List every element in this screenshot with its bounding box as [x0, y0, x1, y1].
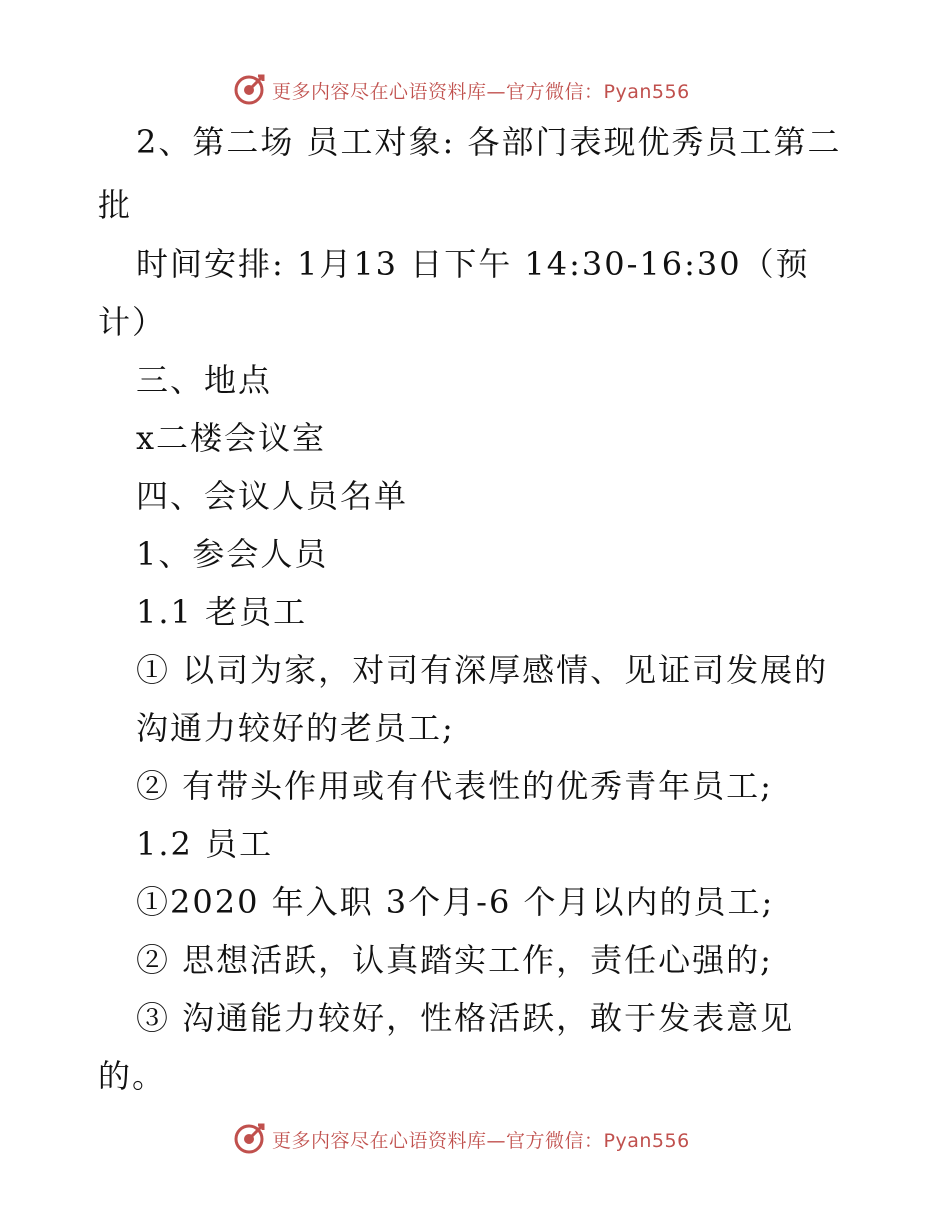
text-line: 批: [98, 186, 133, 224]
watermark-text: 更多内容尽在心语资料库—官方微信：Pyan556: [272, 1129, 690, 1152]
header-watermark: [232, 73, 690, 107]
list-item: ③ 沟通能力较好，性格活跃，敢于发表意见: [136, 999, 795, 1037]
text-line: 沟通力较好的老员工;: [136, 709, 455, 747]
text-line: x二楼会议室: [136, 419, 327, 457]
watermark-logo-icon: [232, 1122, 266, 1156]
text-line: 2、第二场 员工对象: 各部门表现优秀员工第二: [136, 123, 842, 161]
section-heading: 四、会议人员名单: [136, 477, 409, 515]
footer-watermark: [232, 1122, 690, 1156]
subsection-heading: 1.2 员工: [136, 825, 274, 863]
section-heading: 三、地点: [136, 361, 273, 399]
list-item: ①2020 年入职 3个月-6 个月以内的员工;: [136, 883, 775, 921]
text-line: 计）: [98, 303, 167, 341]
text-line: 时间安排: 1月13 日下午 14:30-16:30（预: [136, 245, 810, 283]
text-line: 的。: [98, 1057, 167, 1095]
list-item: ② 思想活跃，认真踏实工作，责任心强的;: [136, 941, 773, 979]
watermark-logo-icon: [232, 73, 266, 107]
subsection-heading: 1.1 老员工: [136, 593, 308, 631]
subsection-heading: 1、参会人员: [136, 535, 329, 573]
watermark-text: 更多内容尽在心语资料库—官方微信：Pyan556: [272, 80, 690, 103]
list-item: ① 以司为家，对司有深厚感情、见证司发展的: [136, 651, 829, 689]
list-item: ② 有带头作用或有代表性的优秀青年员工;: [136, 767, 773, 805]
